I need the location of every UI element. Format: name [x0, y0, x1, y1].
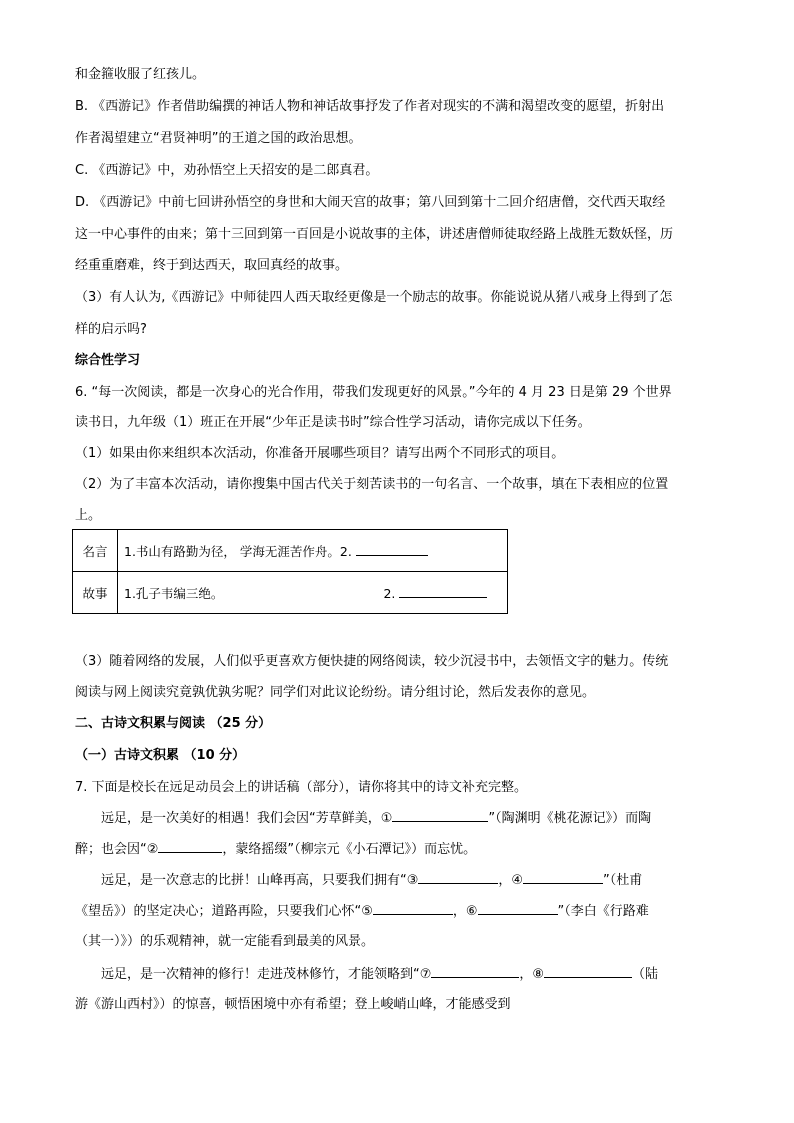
fill-blank-6[interactable]: [478, 901, 558, 915]
option-b-line2: 作者渴望建立“君贤神明”的王道之国的政治思想。: [75, 131, 362, 146]
question-6-3-line1: （3）随着网络的发展，人们似乎更喜欢方便快捷的网络阅读，较少沉浸书中，去领悟文字的魅力。传统: [75, 654, 669, 669]
table-cell-quote: [118, 530, 508, 572]
fill-blank-3[interactable]: [418, 870, 498, 884]
option-d-line2: 这一中心事件的由来；第十三回到第一百回是小说故事的主体，讲述唐僧师徒取经路上战胜无数妖怪，历: [75, 227, 674, 242]
passage-para3-line1: [101, 964, 658, 985]
question-5-3-line2: 样的启示吗?: [75, 322, 147, 337]
option-d-line1: D. 《西游记》中前七回讲孙悟空的身世和大闹天宫的故事；第八回到第十二回介绍唐僧，交代西天取经: [75, 195, 666, 210]
section-heading-poetry: 二、古诗文积累与阅读 （25 分）: [75, 716, 272, 731]
passage-text: 醉；也会因“②: [75, 842, 159, 857]
passage-text: ，⑧: [519, 967, 545, 982]
section-heading-comprehensive: 综合性学习: [75, 353, 141, 368]
option-d-line3: 经重重磨难，终于到达西天，取回真经的故事。: [75, 258, 349, 273]
answer-table: [72, 529, 508, 614]
passage-text: ，蒙络摇缀”（柳宗元《小石潭记》）而忘忧。: [222, 842, 477, 857]
passage-text: 远足，是一次精神的修行！走进茂林修竹，才能领略到“⑦: [101, 967, 432, 982]
passage-text: 《望岳》）的坚定决心；道路再险，只要我们心怀“⑤: [75, 904, 373, 919]
quote-blank[interactable]: [356, 542, 428, 556]
passage-text: ”（李白《行路难: [557, 904, 649, 919]
story-item-2: 2.: [383, 585, 396, 601]
table-cell-story: [118, 572, 508, 614]
passage-para2-line3: （其一）》）的乐观精神，就一定能看到最美的风景。: [75, 934, 375, 949]
passage-text: ，④: [498, 873, 524, 888]
option-b-line1: B. 《西游记》作者借助编撰的神话人物和神话故事抒发了作者对现实的不满和渴望改变的愿望，折射出: [75, 99, 665, 114]
question-7: 7. 下面是校长在远足动员会上的讲话稿（部分），请你将其中的诗文补充完整。: [75, 780, 528, 795]
passage-text: 远足，是一次美好的相遇！我们会因“芳草鲜美，①: [101, 811, 393, 826]
question-6-2-line2: 上。: [75, 508, 102, 523]
quote-item-2: 2.: [339, 543, 352, 559]
question-6-1: （1）如果由你来组织本次活动，你准备开展哪些项目？请写出两个不同形式的项目。: [75, 446, 565, 461]
question-6-2-line1: （2）为了丰富本次活动，请你搜集中国古代关于刻苦读书的一句名言、一个故事，填在下表相应的位置: [75, 477, 669, 492]
question-6-line1: 6. “每一次阅读，都是一次身心的光合作用，带我们发现更好的风景。”今年的 4 月 23 日是第 29 个世界: [75, 385, 672, 400]
question-6-line2: 读书日，九年级（1）班正在开展“少年正是读书时”综合性学习活动，请你完成以下任务。: [75, 415, 591, 430]
question-6-3-line2: 阅读与网上阅读究竟孰优孰劣呢？同学们对此议论纷纷。请分组讨论，然后发表你的意见。: [75, 685, 596, 700]
fill-blank-1[interactable]: [392, 808, 488, 822]
fill-blank-7[interactable]: [431, 964, 519, 978]
fill-blank-4[interactable]: [523, 870, 603, 884]
passage-text: ”（杜甫: [603, 873, 643, 888]
passage-text: （陆: [632, 967, 659, 982]
story-blank[interactable]: [399, 584, 487, 598]
text-line: 和金箍收服了红孩儿。: [75, 67, 206, 82]
passage-text: 远足，是一次意志的比拼！山峰再高，只要我们拥有“③: [101, 873, 419, 888]
option-c: C. 《西游记》中，劝孙悟空上天招安的是二郎真君。: [75, 163, 379, 178]
passage-para2-line1: [101, 870, 642, 891]
fill-blank-2[interactable]: [158, 839, 222, 853]
row-label-story: 故事: [73, 572, 118, 614]
story-item-1: 1.孔子韦编三绝。: [124, 585, 224, 601]
fill-blank-5[interactable]: [373, 901, 453, 915]
fill-blank-8[interactable]: [544, 964, 632, 978]
subsection-heading-accumulation: （一）古诗文积累 （10 分）: [75, 748, 246, 763]
passage-para3-line2: 游《游山西村》）的惊喜，顿悟困境中亦有希望；登上峻峭山峰，才能感受到: [75, 997, 511, 1012]
table-row: [73, 530, 508, 572]
passage-para2-line2: [75, 901, 649, 922]
passage-para1-line2: [75, 839, 476, 860]
table-row: [73, 572, 508, 614]
passage-text: ，⑥: [452, 904, 478, 919]
passage-para1-line1: [101, 808, 651, 829]
row-label-quote: 名言: [73, 530, 118, 572]
question-5-3-line1: （3）有人认为,《西游记》中师徒四人西天取经更像是一个励志的故事。你能说说从猪八戒身上得到了怎: [75, 290, 673, 305]
quote-item-1: 1.书山有路勤为径， 学海无涯苦作舟。: [124, 543, 340, 559]
passage-text: ”（陶渊明《桃花源记》）而陶: [488, 811, 652, 826]
